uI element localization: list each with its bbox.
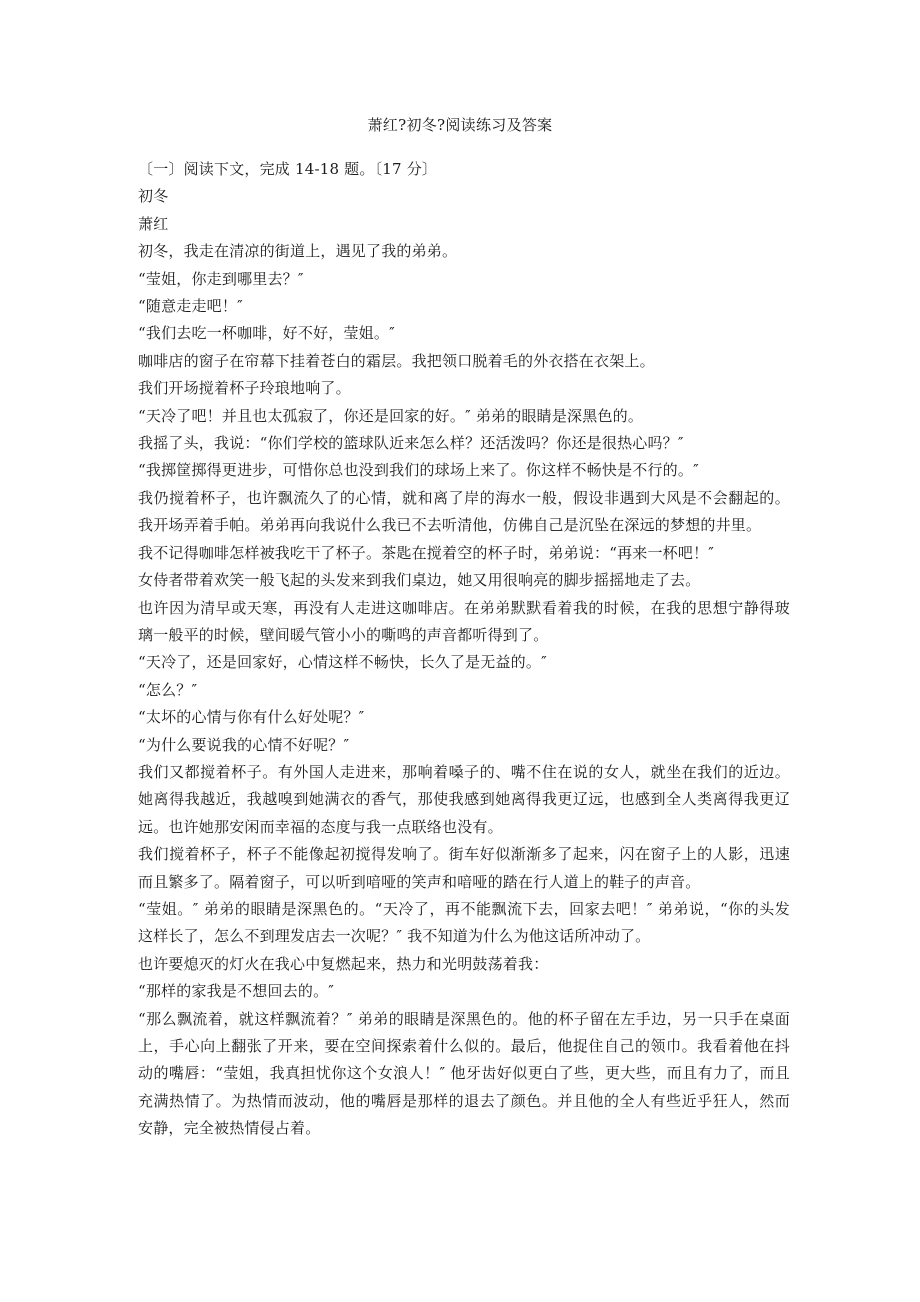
paragraph: 我仍搅着杯子，也许飘流久了的心情，就和离了岸的海水一般，假设非遇到大风是不会翻起的。我开场弄着手帕。弟弟再向我说什么我已不去听清他，仿佛自己是沉坠在深远的梦想的井里。 [138,488,790,535]
paragraph: “天冷了，还是回家好，心情这样不畅快，长久了是无益的。″ [138,653,547,672]
paragraph: 也许要熄灭的灯火在我心中复燃起来，热力和光明鼓荡着我： [138,954,549,973]
paragraph: “天冷了吧！并且也太孤寂了，你还是回家的好。″ 弟弟的眼睛是深黑色的。 [138,406,644,425]
paragraph-instructions: 〔一〕阅读下文，完成 14-18 题。〔17 分〕 [138,160,438,178]
document-title: 萧红?初冬?阅读练习及答案 [367,116,553,134]
paragraph-story-title: 初冬 [138,187,169,206]
document-body [138,156,790,1143]
paragraph: “太坏的心情与你有什么好处呢？″ [138,708,365,727]
paragraph: 我不记得咖啡怎样被我吃干了杯子。茶匙在搅着空的杯子时，弟弟说：“再来一杯吧！″ [138,543,715,562]
paragraph: “我们去吃一杯咖啡，好不好，莹姐。″ [138,324,395,343]
paragraph: 咖啡店的窗子在帘幕下挂着苍白的霜层。我把领口脱着毛的外衣搭在衣架上。 [138,351,655,370]
paragraph: “那么飘流着，就这样飘流着？″ 弟弟的眼睛是深黑色的。他的杯子留在左手边，另一只手在桌面上，手心向上翻张了开来，要在空间探索着什么似的。最后，他捉住自己的领巾。我看着他在抖动的嘴唇：“莹姐，我真担忧你这个女浪人！″ 他牙齿好似更白了些，更大些，而且有力了，而且充满热情了。为热情而波动，他的嘴唇是那样的退去了颜色。并且他的全人有些近乎狂人，然而安静，完全被热情侵占着。 [138,1009,790,1138]
paragraph: 也许因为清早或天寒，再没有人走进这咖啡店。在弟弟默默看着我的时候，在我的思想宁静得玻璃一般平的时候，壁间暖气管小小的嘶鸣的声音都听得到了。 [138,598,790,644]
paragraph-author: 萧红 [138,214,169,233]
paragraph: “那样的家我是不想回去的。″ [138,982,335,1001]
paragraph: 我摇了头，我说：“你们学校的篮球队近来怎么样？还活泼吗？你还是很热心吗？″ [138,434,684,453]
paragraph: “为什么要说我的心情不好呢？″ [138,735,350,754]
paragraph: “莹姐，你走到哪里去？″ [138,269,304,288]
paragraph: “我掷筐掷得更进步，可惜你总也没到我们的球场上来了。你这样不畅快是不行的。″ [138,461,699,480]
paragraph: 我们又都搅着杯子。有外国人走进来，那响着嗓子的、嘴不住在说的女人，就坐在我们的近边。她离得我越近，我越嗅到她满衣的香气，那使我感到她离得我更辽远，也感到全人类离得我更辽远。也许她那安闲而幸福的态度与我一点联络也没有。 [138,762,790,836]
paragraph: 我们开场搅着杯子玲琅地响了。 [138,379,351,398]
paragraph: “随意走走吧！″ [138,297,243,316]
paragraph: “莹姐。″ 弟弟的眼睛是深黑色的。“天冷了，再不能飘流下去，回家去吧！″ 弟弟说，“你的头发这样长了，怎么不到理发店去一次呢？″ 我不知道为什么为他这话所冲动了。 [138,899,790,946]
paragraph: 我们搅着杯子，杯子不能像起初搅得发响了。街车好似渐渐多了起来，闪在窗子上的人影，迅速而且繁多了。隔着窗子，可以听到喑哑的笑声和喑哑的踏在行人道上的鞋子的声音。 [138,845,790,891]
paragraph: 女侍者带着欢笑一般飞起的头发来到我们桌边，她又用很响亮的脚步摇摇地走了去。 [138,571,701,590]
paragraph: “怎么？″ [138,680,198,699]
paragraph: 初冬，我走在清凉的街道上，遇见了我的弟弟。 [138,242,458,261]
